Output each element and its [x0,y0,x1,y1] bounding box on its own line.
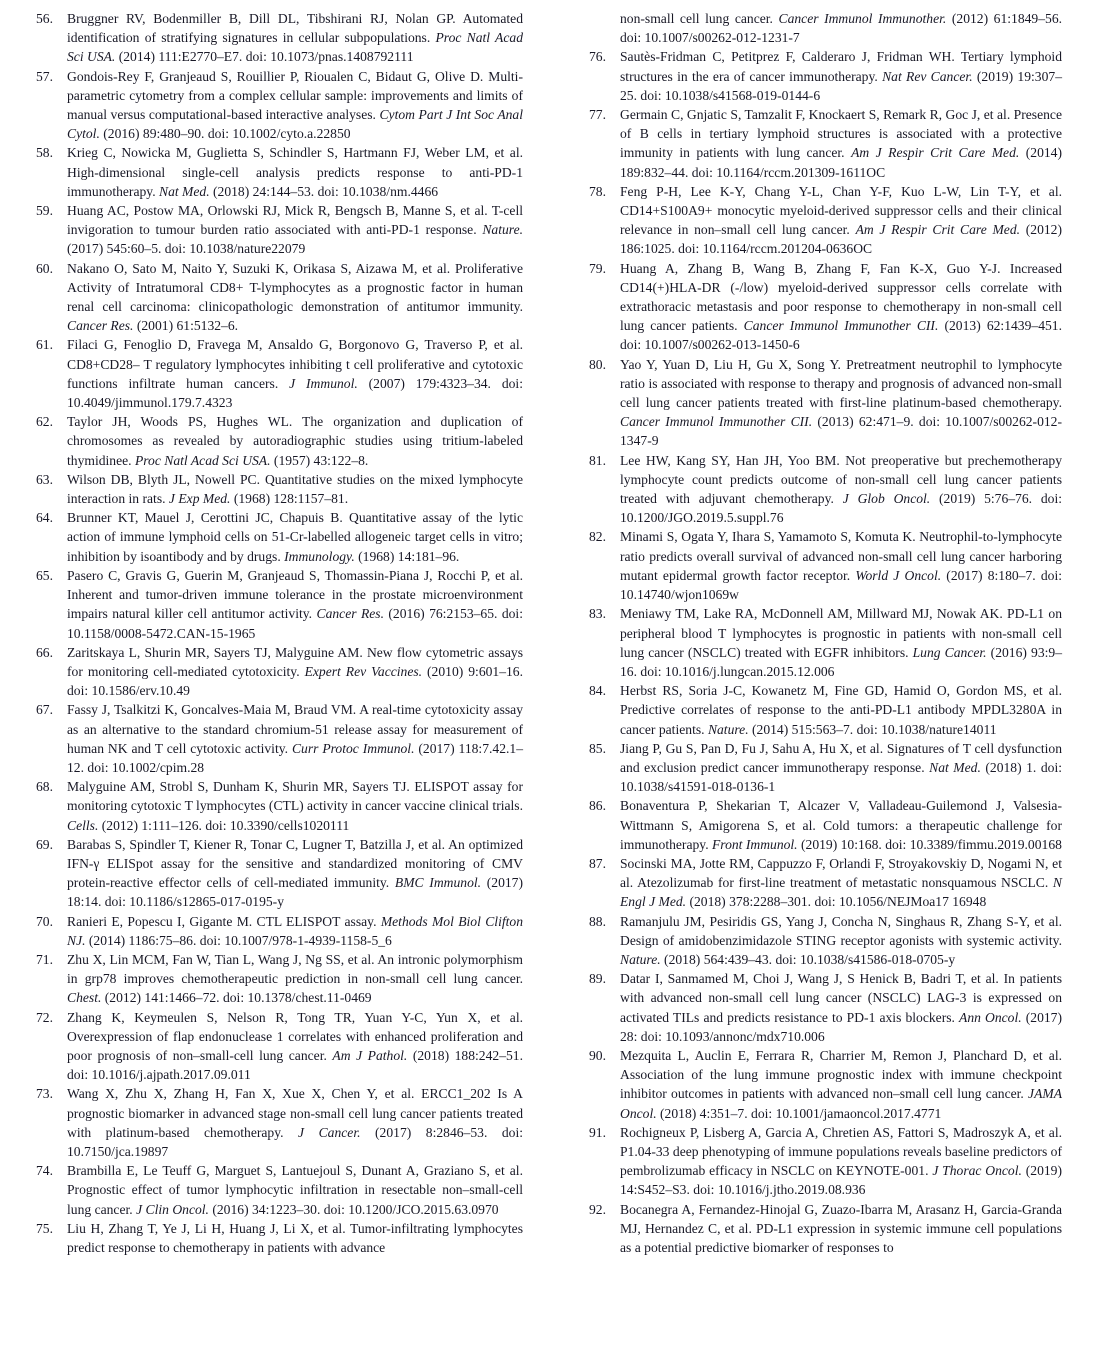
reference-number: 67. [36,702,53,718]
journal-name: Cancer Res. [67,318,134,334]
reference-item: 60. Nakano O, Sato M, Naito Y, Suzuki K, Orikasa S, Aizawa M, et al. Proliferative Activity of Intratumoral CD8+ T-lymphocytes as a prognostic factor in human renal cell carcinoma: clinicopathologic demonstration of antitumor immunity. Cancer Res. (2001) 61:5132–6. [36,260,523,334]
reference-item: 69. Barabas S, Spindler T, Kiener R, Tonar C, Lugner T, Batzilla J, et al. An optimized IFN-γ ELISpot assay for the sensitive and standardized monitoring of CMV protein-reactive effector cells of cell-mediated immunity. BMC Immunol. (2017) 18:14. doi: 10.1186/s12865-017-0195-y [36,836,523,910]
reference-number: 68. [36,779,53,795]
reference-item: 85. Jiang P, Gu S, Pan D, Fu J, Sahu A, Hu X, et al. Signatures of T cell dysfunction and exclusion predict cancer immunotherapy response. Nat Med. (2018) 1. doi: 10.1038/s41591-018-0136-1 [589,740,1063,795]
reference-item: 72. Zhang K, Keymeulen S, Nelson R, Tong TR, Yuan Y-C, Yun X, et al. Overexpression of flap endonuclease 1 correlates with enhanced proliferation and poor prognosis of non–small-cell lung cancer. Am J Pathol. (2018) 188:242–51. doi: 10.1016/j.ajpath.2017.09.011 [36,1009,523,1083]
reference-item: 86. Bonaventura P, Shekarian T, Alcazer V, Valladeau-Guilemond J, Valsesia-Wittmann S, Amigorena S, et al. Cold tumors: a therapeutic challenge for immunotherapy. Front Immunol. (2019) 10:168. doi: 10.3389/fimmu.2019.00168 [589,798,1062,852]
references-column-right [589,9,1062,1257]
reference-number: 74. [36,1163,53,1179]
reference-item: 79. Huang A, Zhang B, Wang B, Zhang F, Fan K-X, Guo Y-J. Increased CD14(+)HLA-DR (-/low) myeloid-derived suppressor cells correlate with extrathoracic metastasis and poor response to chemotherapy in non-small cell lung cancer patients. Cancer Immunol Immunother CII. (2013) 62:1439–451. doi: 10.1007/s00262-013-1450-6 [589,260,1062,353]
reference-item: 92. Bocanegra A, Fernandez-Hinojal G, Zuazo-Ibarra M, Arasanz H, Garcia-Granda MJ, Hernandez C, et al. PD-L1 expression in systemic immune cell populations as a potential predictive biomarker of responses to [589,1201,1062,1255]
reference-item: 78. Feng P-H, Lee K-Y, Chang Y-L, Chan Y-F, Kuo L-W, Lin T-Y, et al. CD14+S100A9+ monocytic myeloid-derived suppressor cells and their clinical relevance in non–small cell lung cancer. Am J Respir Crit Care Med. (2012) 186:1025. doi: 10.1164/rccm.201204-0636OC [589,183,1062,257]
journal-name: Am J Respir Crit Care Med. [855,222,1021,238]
journal-name: J Cancer. [298,1124,361,1140]
journal-name: Methods Mol Biol Clifton NJ. [67,913,523,948]
reference-item: 83. Meniawy TM, Lake RA, McDonnell AM, Millward MJ, Nowak AK. PD-L1 on peripheral blood T lymphocytes is prognostic in patients with non-small cell lung cancer (NSCLC) treated with EGFR inhibitors. Lung Cancer. (2016) 93:9–16. doi: 10.1016/j.lungcan.2015.12.006 [589,606,1062,679]
reference-item: 87. Socinski MA, Jotte RM, Cappuzzo F, Orlandi F, Stroyakovskiy D, Nogami N, et al. Atezolizumab for first-line treatment of metastatic nonsquamous NSCLC. N Engl J Med. (2018) 378:2288–301. doi: 10.1056/NEJMoa17 16948 [589,855,1062,910]
reference-number: 79. [589,260,606,276]
reference-item: 75. Liu H, Zhang T, Ye J, Li H, Huang J, Li X, et al. Tumor-infiltrating lymphocytes predict response to chemotherapy in patients with advance [36,1220,523,1255]
journal-name: Nature. [482,222,523,238]
journal-name: Proc Natl Acad Sci USA. [134,452,271,468]
reference-item: 56. Bruggner RV, Bodenmiller B, Dill DL, Tibshirani RJ, Nolan GP. Automated identification of stratifying signatures in cellular subpopulations. Proc Natl Acad Sci USA. (2014) 111:E2770–E7. doi: 10.1073/pnas.1408792111 [36,11,523,65]
journal-name: Nature. [620,951,661,967]
reference-item: 76. Sautès-Fridman C, Petitprez F, Calderaro J, Fridman WH. Tertiary lymphoid structures in the era of cancer immunotherapy. Nat Rev Cancer. (2019) 19:307–25. doi: 10.1038/s41568-019-0144-6 [589,49,1062,103]
reference-item: 66. Zaritskaya L, Shurin MR, Sayers TJ, Malyguine AM. New flow cytometric assays for monitoring cell-mediated cytotoxicity. Expert Rev Vaccines. (2010) 9:601–16. doi: 10.1586/erv.10.49 [36,644,523,699]
reference-number: 82. [589,529,606,545]
reference-item: 73. Wang X, Zhu X, Zhang H, Fan X, Xue X, Chen Y, et al. ERCC1_202 Is A prognostic biomarker in advanced stage non-small cell lung cancer patients treated with platinum-based chemotherapy. J Cancer. (2017) 8:2846–53. doi: 10.7150/jca.19897 [36,1086,524,1159]
reference-item: 59. Huang AC, Postow MA, Orlowski RJ, Mick R, Bengsch B, Manne S, et al. T-cell invigoration to tumour burden ratio associated with anti-PD-1 response. Nature. (2017) 545:60–5. doi: 10.1038/nature22079 [36,203,523,257]
journal-name: Curr Protoc Immunol. [291,740,415,756]
journal-name: J Exp Med. [168,491,231,507]
reference-item: 58. Krieg C, Nowicka M, Guglietta S, Schindler S, Hartmann FJ, Weber LM, et al. High-dimensional single-cell analysis predicts response to anti-PD-1 immunotherapy. Nat Med. (2018) 24:144–53. doi: 10.1038/nm.4466 [36,145,523,199]
reference-item: 89. Datar I, Sanmamed M, Choi J, Wang J, S Henick B, Badri T, et al. In patients with advanced non-small cell lung cancer (NSCLC) LAG-3 is expressed on activated TILs and predicts resistance to PD-1 axis blockers. Ann Oncol. (2017) 28: doi: 10.1093/annonc/mdx710.006 [589,971,1062,1044]
reference-item: 68. Malyguine AM, Strobl S, Dunham K, Shurin MR, Sayers TJ. ELISPOT assay for monitoring cytotoxic T lymphocytes (CTL) activity in cancer vaccine clinical trials. Cells. (2012) 1:111–126. doi: 10.3390/cells1020111 [36,779,523,833]
journal-name: Proc Natl Acad Sci USA. [67,30,523,65]
journal-name: Cancer Immunol Immunother. [778,11,947,26]
journal-name: Am J Respir Crit Care Med. [851,145,1020,161]
reference-number: 78. [589,183,606,199]
reference-number: 63. [36,471,53,487]
journal-name: Nat Med. [159,183,210,199]
journal-name: Chest. [67,990,102,1006]
reference-number: 59. [36,203,53,219]
journal-name: Cancer Res. [316,606,384,622]
reference-item: 57. Gondois-Rey F, Granjeaud S, Rouillier P, Rioualen C, Bidaut G, Olive D. Multi-parametric cytometry from a complex cellular sample: improvements and limits of manual versus computational-based interactive analyses. Cytom Part J Int Soc Anal Cytol. (2016) 89:480–90. doi: 10.1002/cyto.a.22850 [36,68,524,142]
journal-name: N Engl J Med. [620,875,1062,910]
reference-item: 62. Taylor JH, Woods PS, Hughes WL. The organization and duplication of chromosomes as revealed by autoradiographic studies using tritium-labeled thymidinee. Proc Natl Acad Sci USA. (1957) 43:122–8. [36,414,523,468]
reference-number: 57. [36,68,53,84]
reference-number: 85. [589,740,606,756]
reference-item: 82. Minami S, Ogata Y, Ihara S, Yamamoto S, Komuta K. Neutrophil-to-lymphocyte ratio predicts overall survival of advanced non-small cell lung cancer harboring mutant epidermal growth factor receptor. World J Oncol. (2017) 8:180–7. doi: 10.14740/wjon1069w [589,529,1062,603]
reference-number: 75. [36,1220,53,1236]
reference-item: 80. Yao Y, Yuan D, Liu H, Gu X, Song Y. Pretreatment neutrophil to lymphocyte ratio is associated with response to therapy and prognosis of advanced non-small cell lung cancer patients treated with first-line platinum-based chemotherapy. Cancer Immunol Immunother CII. (2013) 62:471–9. doi: 10.1007/s00262-012-1347-9 [589,356,1062,449]
reference-item: 63. Wilson DB, Blyth JL, Nowell PC. Quantitative studies on the mixed lymphocyte interaction in rats. J Exp Med. (1968) 128:1157–81. [36,471,523,507]
reference-number: 83. [589,606,606,622]
references-column-left [36,9,523,1257]
reference-number: 89. [589,971,606,987]
reference-number: 86. [589,798,606,814]
reference-continuation: non-small cell lung cancer. Cancer Immunol Immunother. (2012) 61:1849–56. doi: 10.1007/s00262-012-1231-7 [620,11,1063,46]
reference-item: 81. Lee HW, Kang SY, Han JH, Yoo BM. Not preoperative but prechemotherapy lymphocyte count predicts outcome of non-small cell lung cancer patients treated with adjuvant chemotherapy. J Glob Oncol. (2019) 5:76–76. doi: 10.1200/JGO.2019.5.suppl.76 [589,452,1063,526]
journal-name: Cytom Part J Int Soc Anal Cytol. [67,107,524,142]
reference-item: 71. Zhu X, Lin MCM, Fan W, Tian L, Wang J, Ng SS, et al. An intronic polymorphism in grp78 improves chemotherapeutic prediction in non-small cell lung cancer. Chest. (2012) 141:1466–72. doi: 10.1378/chest.11-0469 [36,951,523,1006]
journal-name: Nat Rev Cancer. [882,68,973,84]
journal-name: Front Immunol. [712,836,798,852]
reference-number: 58. [36,145,53,161]
reference-number: 73. [36,1086,53,1102]
journal-name: Lung Cancer. [912,644,987,660]
reference-number: 65. [36,567,53,583]
reference-item: 74. Brambilla E, Le Teuff G, Marguet S, Lantuejoul S, Dunant A, Graziano S, et al. Prognostic effect of tumor lymphocytic infiltration in resectable non–small-cell lung cancer. J Clin Oncol. (2016) 34:1223–30. doi: 10.1200/JCO.2015.63.0970 [36,1163,523,1217]
reference-item: 77. Germain C, Gnjatic S, Tamzalit F, Knockaert S, Remark R, Goc J, et al. Presence of B cells in tertiary lymphoid structures is associated with a protective immunity in patients with lung cancer. Am J Respir Crit Care Med. (2014) 189:832–44. doi: 10.1164/rccm.201309-1611OC [589,107,1062,180]
reference-number: 87. [589,855,606,871]
reference-number: 60. [36,260,53,276]
reference-item: 61. Filaci G, Fenoglio D, Fravega M, Ansaldo G, Borgonovo G, Traverso P, et al. CD8+CD28– T regulatory lymphocytes inhibiting t cell proliferative and cytotoxic functions infiltrate human cancers. J Immunol. (2007) 179:4323–34. doi: 10.4049/jimmunol.179.7.4323 [36,337,523,411]
journal-name: Nat Med. [929,759,981,775]
reference-number: 91. [589,1124,606,1140]
reference-number: 70. [36,913,53,929]
reference-item: 84. Herbst RS, Soria J-C, Kowanetz M, Fine GD, Hamid O, Gordon MS, et al. Predictive correlates of response to the anti-PD-L1 antibody MPDL3280A in cancer patients. Nature. (2014) 515:563–7. doi: 10.1038/nature14011 [589,683,1062,737]
journal-name: J Glob Oncol. [842,491,931,507]
journal-name: Nature. [707,721,749,737]
reference-number: 77. [589,107,606,123]
journal-name: JAMA Oncol. [620,1086,1062,1121]
reference-item: 88. Ramanjulu JM, Pesiridis GS, Yang J, Concha N, Singhaus R, Zhang S-Y, et al. Design of amidobenzimidazole STING receptor agonists with systemic activity. Nature. (2018) 564:439–43. doi: 10.1038/s41586-018-0705-y [589,913,1062,967]
reference-item: 64. Brunner KT, Mauel J, Cerottini JC, Chapuis B. Quantitative assay of the lytic action of immune lymphoid cells on 51-Cr-labelled allogeneic target cells in vitro; inhibition by isoantibody and by drugs. Immunology. (1968) 14:181–96. [36,510,523,564]
journal-name: World J Oncol. [855,567,942,583]
journal-name: Am J Pathol. [332,1047,408,1063]
reference-number: 61. [36,337,53,353]
journal-name: J Clin Oncol. [136,1201,209,1217]
reference-number: 90. [589,1047,606,1063]
journal-name: Immunology. [284,548,355,564]
reference-number: 66. [36,644,53,660]
reference-number: 72. [36,1009,53,1025]
reference-number: 69. [36,836,53,852]
journal-name: Expert Rev Vaccines. [304,663,423,679]
reference-number: 80. [589,356,606,372]
reference-item: 70. Ranieri E, Popescu I, Gigante M. CTL ELISPOT assay. Methods Mol Biol Clifton NJ. (2014) 1186:75–86. doi: 10.1007/978-1-4939-1158-5_6 [36,913,523,948]
reference-number: 62. [36,414,53,430]
reference-number: 64. [36,510,53,526]
reference-item: 65. Pasero C, Gravis G, Guerin M, Granjeaud S, Thomassin-Piana J, Rocchi P, et al. Inherent and tumor-driven immune tolerance in the prostate microenvironment impairs natural killer cell antitumor activity. Cancer Res. (2016) 76:2153–65. doi: 10.1158/0008-5472.CAN-15-1965 [36,567,523,641]
reference-item: 90. Mezquita L, Auclin E, Ferrara R, Charrier M, Remon J, Planchard D, et al. Association of the lung immune prognostic index with immune checkpoint inhibitor outcomes in patients with advanced non–small cell lung cancer. JAMA Oncol. (2018) 4:351–7. doi: 10.1001/jamaoncol.2017.4771 [589,1047,1062,1121]
journal-name: J Thorac Oncol. [932,1163,1022,1179]
reference-number: 76. [589,49,606,65]
reference-number: 92. [589,1201,606,1217]
reference-item: 91. Rochigneux P, Lisberg A, Garcia A, Chretien AS, Fattori S, Madroszyk A, et al. P1.04-33 deep phenotyping of immune populations reveals baseline predictors of pembrolizumab efficacy in NSCLC on KEYNOTE-001. J Thorac Oncol. (2019) 14:S452–S3. doi: 10.1016/j.jtho.2019.08.936 [589,1124,1062,1198]
reference-item: 67. Fassy J, Tsalkitzi K, Goncalves-Maia M, Braud VM. A real-time cytotoxicity assay as an alternative to the standard chromium-51 release assay for measurement of human NK and T cell cytotoxic activity. Curr Protoc Immunol. (2017) 118:7.42.1–12. doi: 10.1002/cpim.28 [36,702,523,775]
journal-name: J Immunol. [289,375,358,391]
journal-name: Cells. [67,817,99,833]
reference-number: 81. [589,452,606,468]
journal-name: Cancer Immunol Immunother CII. [620,414,813,430]
reference-number: 88. [589,913,606,929]
journal-name: Cancer Immunol Immunother CII. [743,318,939,334]
reference-number: 71. [36,951,53,967]
reference-number: 84. [589,683,606,699]
journal-name: BMC Immunol. [394,875,482,891]
reference-number: 56. [36,11,53,26]
journal-name: Ann Oncol. [959,1009,1022,1025]
